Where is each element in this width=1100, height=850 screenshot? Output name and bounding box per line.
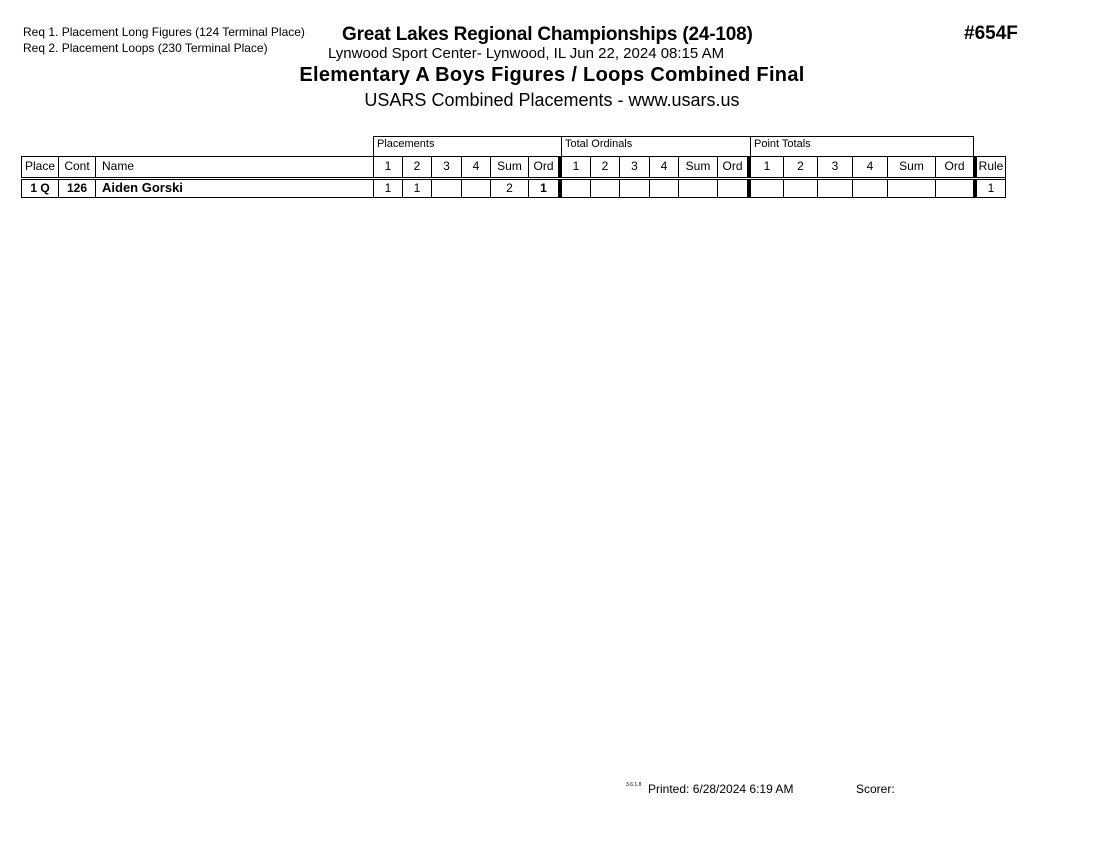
col-place: Place — [21, 157, 58, 177]
col-points-1: 1 — [747, 157, 783, 177]
scorer-label: Scorer: — [856, 782, 895, 796]
software-version: 3.6.1.8 — [626, 782, 642, 788]
table-right-edge — [1005, 156, 1006, 198]
col-placement-2: 2 — [402, 157, 431, 177]
col-ordinal-4: 4 — [649, 157, 678, 177]
printed-timestamp: Printed: 6/28/2024 6:19 AM — [648, 782, 794, 796]
row-placement-sum: 2 — [490, 179, 528, 197]
row-points-sum — [887, 179, 935, 197]
row-placement-2: 1 — [402, 179, 431, 197]
col-points-2: 2 — [783, 157, 817, 177]
col-ordinal-ord: Ord — [717, 157, 747, 177]
row-ordinal-4 — [649, 179, 678, 197]
row-points-2 — [783, 179, 817, 197]
col-placement-4: 4 — [461, 157, 490, 177]
venue-date-line: Lynwood Sport Center- Lynwood, IL Jun 22, 2024 08:15 AM — [328, 45, 725, 62]
row-points-ord — [935, 179, 973, 197]
col-placement-sum: Sum — [490, 157, 528, 177]
group-total-ordinals: Total Ordinals — [561, 136, 750, 157]
row-placement-4 — [461, 179, 490, 197]
event-title: Elementary A Boys Figures / Loops Combined Final — [299, 64, 805, 86]
requirement-1: Req 1. Placement Long Figures (124 Terminal Place) — [23, 25, 305, 39]
col-placement-ord: Ord — [528, 157, 558, 177]
row-ordinal-ord — [717, 179, 747, 197]
header-bottom-line — [21, 177, 1006, 178]
group-point-totals: Point Totals — [750, 136, 974, 157]
col-ordinal-sum: Sum — [678, 157, 717, 177]
table-bottom-line — [21, 197, 1006, 198]
row-points-4 — [852, 179, 887, 197]
col-points-ord: Ord — [935, 157, 973, 177]
requirement-2: Req 2. Placement Loops (230 Terminal Place) — [23, 41, 268, 55]
row-ordinal-2 — [590, 179, 619, 197]
report-subtitle: USARS Combined Placements - www.usars.us — [364, 90, 740, 110]
col-placement-1: 1 — [373, 157, 402, 177]
row-skater-name: Aiden Gorski — [95, 179, 373, 197]
row-placement-ord: 1 — [528, 179, 558, 197]
col-name: Name — [95, 157, 373, 177]
col-cont: Cont — [58, 157, 95, 177]
col-points-4: 4 — [852, 157, 887, 177]
row-points-1 — [747, 179, 783, 197]
competition-title: Great Lakes Regional Championships (24-108) — [342, 24, 753, 45]
col-ordinal-1: 1 — [558, 157, 590, 177]
col-ordinal-2: 2 — [590, 157, 619, 177]
row-place: 1 Q — [21, 179, 58, 197]
col-points-3: 3 — [817, 157, 852, 177]
event-number: #654F — [964, 23, 1018, 44]
row-ordinal-3 — [619, 179, 649, 197]
row-placement-3 — [431, 179, 461, 197]
row-placement-1: 1 — [373, 179, 402, 197]
col-ordinal-3: 3 — [619, 157, 649, 177]
col-rule: Rule — [973, 157, 1005, 177]
col-points-sum: Sum — [887, 157, 935, 177]
row-ordinal-sum — [678, 179, 717, 197]
row-points-3 — [817, 179, 852, 197]
col-placement-3: 3 — [431, 157, 461, 177]
group-placements: Placements — [373, 136, 561, 157]
row-cont: 126 — [58, 179, 95, 197]
row-ordinal-1 — [558, 179, 590, 197]
row-rule: 1 — [973, 179, 1005, 197]
